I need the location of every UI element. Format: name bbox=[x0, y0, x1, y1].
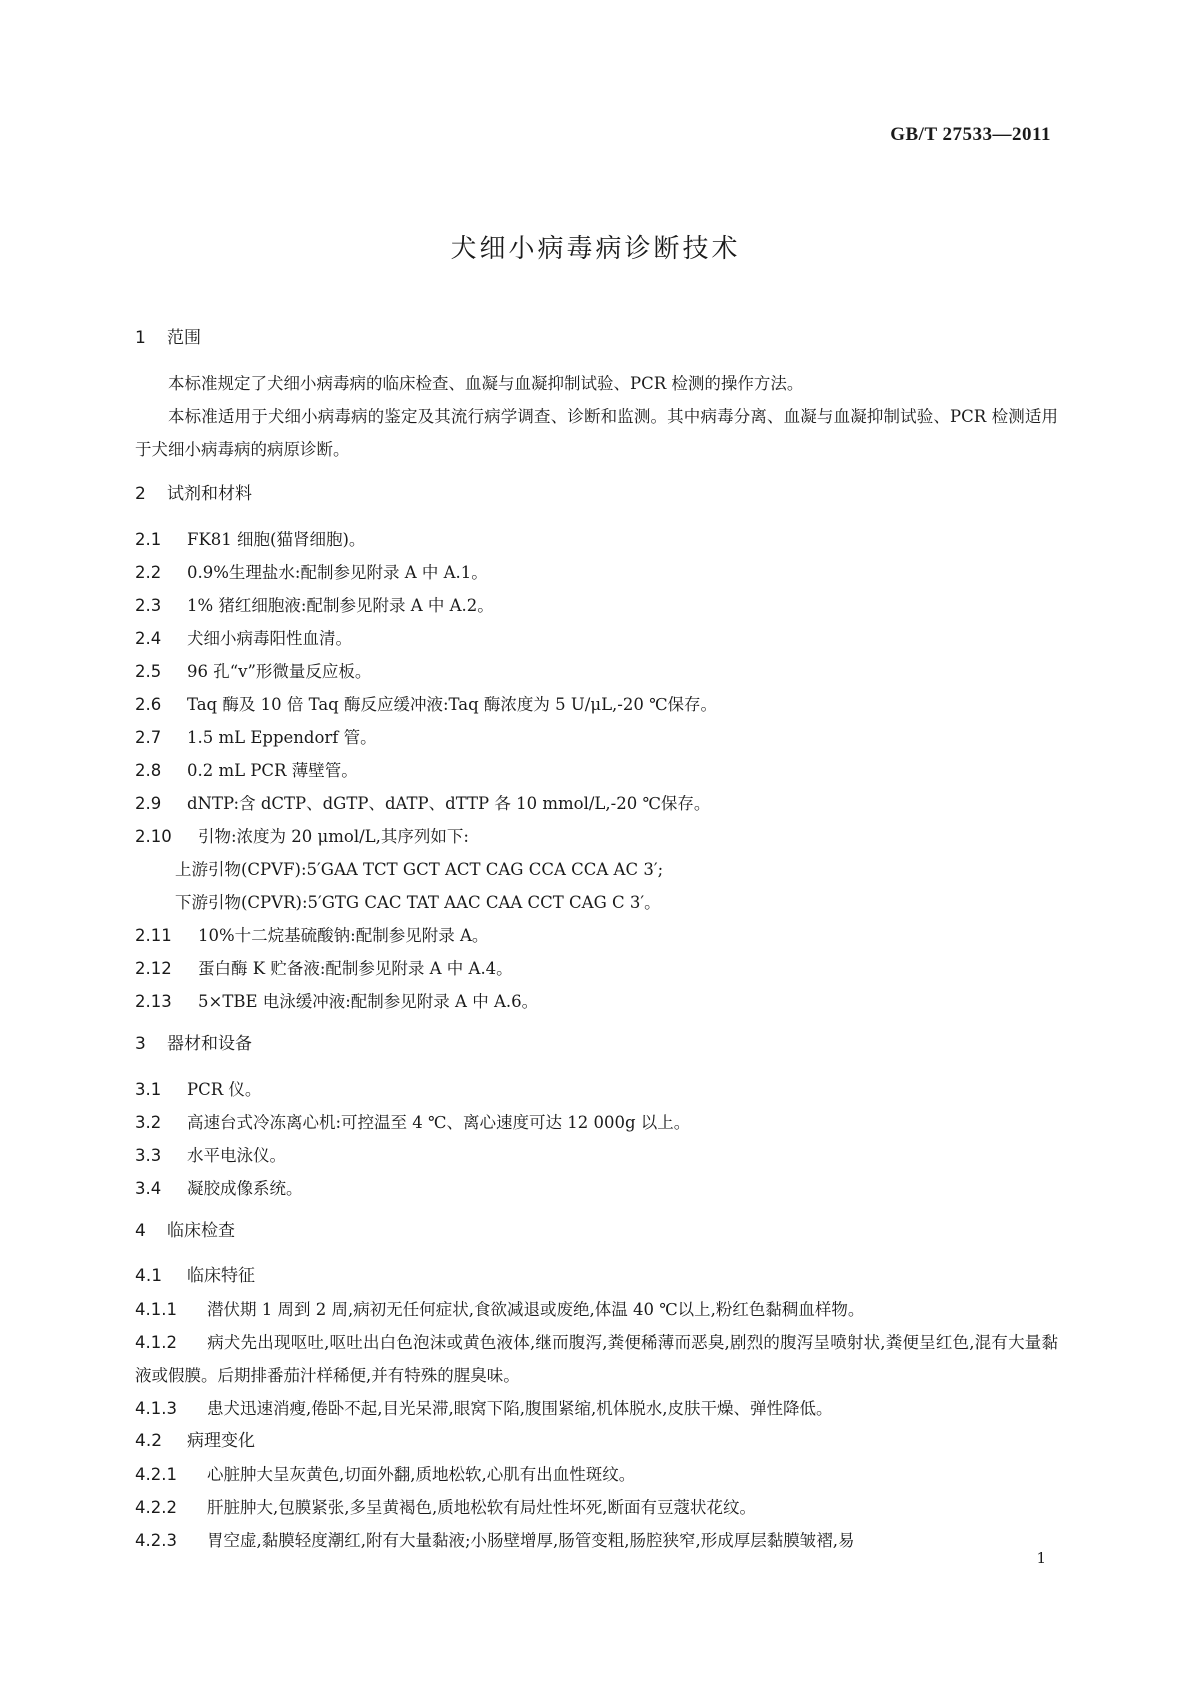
item-number: 2.9 bbox=[135, 794, 162, 813]
item-number: 2.13 bbox=[135, 992, 172, 1011]
item-text: 1.5 mL Eppendorf 管。 bbox=[187, 728, 377, 747]
list-item bbox=[135, 919, 1058, 952]
list-item bbox=[135, 655, 1058, 688]
section-title: 临床检查 bbox=[167, 1221, 235, 1241]
subsection-number: 4.1 bbox=[135, 1266, 163, 1286]
item-number: 4.1.2 bbox=[135, 1333, 177, 1352]
list-item bbox=[135, 1106, 1058, 1139]
item-number: 2.5 bbox=[135, 662, 162, 681]
item-text: 10%十二烷基硫酸钠:配制参见附录 A。 bbox=[198, 926, 489, 945]
item-number: 2.2 bbox=[135, 563, 162, 582]
section-title: 范围 bbox=[167, 328, 201, 348]
list-item bbox=[135, 1524, 1058, 1557]
list-item bbox=[135, 589, 1058, 622]
section-3-heading bbox=[135, 1028, 1058, 1061]
list-item bbox=[135, 556, 1058, 589]
item-number: 2.12 bbox=[135, 959, 172, 978]
list-item bbox=[135, 1458, 1058, 1491]
item-number: 4.1.1 bbox=[135, 1300, 177, 1319]
list-item bbox=[135, 1392, 1058, 1425]
item-text: 犬细小病毒阳性血清。 bbox=[187, 629, 352, 648]
item-number: 2.8 bbox=[135, 761, 162, 780]
list-item bbox=[135, 523, 1058, 556]
list-item bbox=[135, 1073, 1058, 1106]
primer-reverse: 下游引物(CPVR):5′GTG CAC TAT AAC CAA CCT CAG C 3′。 bbox=[175, 893, 661, 912]
item-number: 2.4 bbox=[135, 629, 162, 648]
item-text: 凝胶成像系统。 bbox=[187, 1179, 303, 1198]
subsection-4-2-heading bbox=[135, 1425, 1058, 1458]
section-2-heading bbox=[135, 478, 1058, 511]
list-item bbox=[135, 622, 1058, 655]
item-text: 引物:浓度为 20 μmol/L,其序列如下: bbox=[198, 827, 469, 846]
section-number: 4 bbox=[135, 1221, 146, 1241]
item-text: dNTP:含 dCTP、dGTP、dATP、dTTP 各 10 mmol/L,-20 ℃保存。 bbox=[187, 794, 711, 813]
page-number: 1 bbox=[1036, 1549, 1046, 1567]
item-text: 0.2 mL PCR 薄壁管。 bbox=[187, 761, 358, 780]
paragraph: 本标准适用于犬细小病毒病的鉴定及其流行病学调查、诊断和监测。其中病毒分离、血凝与血凝抑制试验、PCR 检测适用于犬细小病毒病的病原诊断。 bbox=[135, 407, 1058, 459]
item-number: 4.2.2 bbox=[135, 1498, 177, 1517]
item-text: 肝脏肿大,包膜紧张,多呈黄褐色,质地松软有局灶性坏死,断面有豆蔻状花纹。 bbox=[207, 1498, 756, 1517]
item-number: 2.3 bbox=[135, 596, 162, 615]
item-text: 高速台式冷冻离心机:可控温至 4 ℃、离心速度可达 12 000g 以上。 bbox=[187, 1113, 691, 1132]
item-number: 2.7 bbox=[135, 728, 162, 747]
item-text: PCR 仪。 bbox=[187, 1080, 262, 1099]
list-item bbox=[135, 820, 1058, 853]
list-item bbox=[135, 1293, 1058, 1326]
item-text: 患犬迅速消瘦,倦卧不起,目光呆滞,眼窝下陷,腹围紧缩,机体脱水,皮肤干燥、弹性降低。 bbox=[207, 1399, 833, 1418]
item-number: 2.6 bbox=[135, 695, 162, 714]
item-number: 3.1 bbox=[135, 1080, 162, 1099]
item-number: 4.2.1 bbox=[135, 1465, 177, 1484]
item-text: FK81 细胞(猫肾细胞)。 bbox=[187, 530, 366, 549]
item-number: 2.11 bbox=[135, 926, 172, 945]
list-item bbox=[135, 1172, 1058, 1205]
item-number: 3.2 bbox=[135, 1113, 162, 1132]
list-item bbox=[135, 721, 1058, 754]
subsection-title: 病理变化 bbox=[187, 1431, 255, 1451]
primer-forward: 上游引物(CPVF):5′GAA TCT GCT ACT CAG CCA CCA AC 3′; bbox=[175, 860, 664, 879]
item-number: 2.10 bbox=[135, 827, 172, 846]
item-number: 3.3 bbox=[135, 1146, 162, 1165]
subsection-title: 临床特征 bbox=[187, 1266, 255, 1286]
document-body bbox=[135, 322, 1058, 1557]
item-text: 5×TBE 电泳缓冲液:配制参见附录 A 中 A.6。 bbox=[198, 992, 539, 1011]
item-text: 病犬先出现呕吐,呕吐出白色泡沫或黄色液体,继而腹泻,粪便稀薄而恶臭,剧烈的腹泻呈喷射状,粪便呈红色,混有大量黏液或假膜。后期排番茄汁样稀便,并有特殊的腥臭味。 bbox=[135, 1333, 1058, 1385]
section-4-heading bbox=[135, 1215, 1058, 1248]
item-text: 蛋白酶 K 贮备液:配制参见附录 A 中 A.4。 bbox=[198, 959, 513, 978]
list-item bbox=[135, 688, 1058, 721]
section-number: 3 bbox=[135, 1034, 146, 1054]
item-number: 2.1 bbox=[135, 530, 162, 549]
section-number: 2 bbox=[135, 484, 146, 504]
list-item bbox=[135, 985, 1058, 1018]
item-text: 1% 猪红细胞液:配制参见附录 A 中 A.2。 bbox=[187, 596, 494, 615]
list-item bbox=[135, 1326, 1058, 1392]
item-text: 0.9%生理盐水:配制参见附录 A 中 A.1。 bbox=[187, 563, 488, 582]
section-number: 1 bbox=[135, 328, 146, 348]
section-1-heading bbox=[135, 322, 1058, 355]
list-item bbox=[135, 1491, 1058, 1524]
item-number: 4.1.3 bbox=[135, 1399, 177, 1418]
list-item bbox=[135, 1139, 1058, 1172]
subsection-4-1-heading bbox=[135, 1260, 1058, 1293]
item-text: 胃空虚,黏膜轻度潮红,附有大量黏液;小肠壁增厚,肠管变粗,肠腔狭窄,形成厚层黏膜皱褶,易 bbox=[207, 1531, 855, 1550]
section-title: 试剂和材料 bbox=[167, 484, 252, 504]
section-title: 器材和设备 bbox=[167, 1034, 252, 1054]
paragraph: 本标准规定了犬细小病毒病的临床检查、血凝与血凝抑制试验、PCR 检测的操作方法。 bbox=[168, 374, 804, 393]
item-text: 96 孔“v”形微量反应板。 bbox=[187, 662, 372, 681]
item-text: Taq 酶及 10 倍 Taq 酶反应缓冲液:Taq 酶浓度为 5 U/μL,-20 ℃保存。 bbox=[187, 695, 718, 714]
document-title: 犬细小病毒病诊断技术 bbox=[450, 234, 741, 264]
item-text: 心脏肿大呈灰黄色,切面外翻,质地松软,心肌有出血性斑纹。 bbox=[207, 1465, 636, 1484]
item-text: 潜伏期 1 周到 2 周,病初无任何症状,食欲减退或废绝,体温 40 ℃以上,粉红色黏稠血样物。 bbox=[207, 1300, 865, 1319]
item-number: 4.2.3 bbox=[135, 1531, 177, 1550]
list-item bbox=[135, 952, 1058, 985]
subsection-number: 4.2 bbox=[135, 1431, 163, 1451]
item-text: 水平电泳仪。 bbox=[187, 1146, 286, 1165]
item-number: 3.4 bbox=[135, 1179, 162, 1198]
list-item bbox=[135, 754, 1058, 787]
standard-number: GB/T 27533—2011 bbox=[890, 124, 1051, 145]
list-item bbox=[135, 787, 1058, 820]
